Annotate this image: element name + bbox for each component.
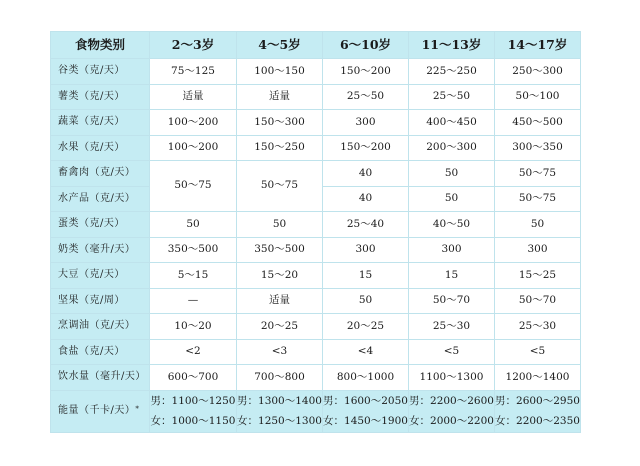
row-label: 坚果（克/周） [51, 288, 150, 314]
energy-male: 男：2600～2950 [495, 395, 580, 407]
cell: <5 [495, 339, 581, 365]
row-label: 谷类（克/天） [51, 59, 150, 85]
header-age-6-10: 6～10岁 [323, 32, 409, 59]
row-tuber [51, 84, 581, 110]
header-row [51, 32, 581, 59]
cell: 40～50 [409, 212, 495, 238]
cell: 50 [409, 186, 495, 212]
cell: 400～450 [409, 110, 495, 136]
row-egg [51, 212, 581, 238]
row-meat [51, 161, 581, 187]
cell: 800～1000 [323, 365, 409, 391]
cell: 50 [409, 161, 495, 187]
cell: 15～20 [237, 263, 323, 289]
cell: 20～25 [323, 314, 409, 340]
cell: 50 [495, 212, 581, 238]
cell: 100～200 [150, 110, 237, 136]
header-age-4-5: 4～5岁 [237, 32, 323, 59]
row-label: 奶类（毫升/天） [51, 237, 150, 263]
energy-female: 女：2200～2350 [495, 415, 580, 427]
cell: 15 [323, 263, 409, 289]
cell: 300 [409, 237, 495, 263]
cell: 适量 [237, 84, 323, 110]
cell: 350～500 [237, 237, 323, 263]
cell: 300 [323, 110, 409, 136]
cell: 1200～1400 [495, 365, 581, 391]
cell [150, 390, 237, 432]
cell: <3 [237, 339, 323, 365]
cell: 225～250 [409, 59, 495, 85]
cell: 50 [237, 212, 323, 238]
cell: — [150, 288, 237, 314]
cell: 50～75 [495, 186, 581, 212]
row-label: 水果（克/天） [51, 135, 150, 161]
energy-female: 女：1250～1300 [237, 415, 322, 427]
energy-female: 女：1450～1900 [323, 415, 408, 427]
cell: 150～200 [323, 135, 409, 161]
row-water [51, 365, 581, 391]
header-category: 食物类别 [51, 32, 150, 59]
cell: 1100～1300 [409, 365, 495, 391]
cell: 适量 [150, 84, 237, 110]
header-age-11-13: 11～13岁 [409, 32, 495, 59]
row-label: 蔬菜（克/天） [51, 110, 150, 136]
row-milk [51, 237, 581, 263]
cell: 350～500 [150, 237, 237, 263]
cell: 5～15 [150, 263, 237, 289]
header-age-14-17: 14～17岁 [495, 32, 581, 59]
row-salt [51, 339, 581, 365]
cell: 适量 [237, 288, 323, 314]
cell: 25～50 [409, 84, 495, 110]
cell: <5 [409, 339, 495, 365]
footnote-mark: * [135, 404, 140, 413]
cell: 600～700 [150, 365, 237, 391]
row-label: 食盐（克/天） [51, 339, 150, 365]
row-label: 畜禽肉（克/天） [51, 161, 150, 187]
cell: 50～75 [495, 161, 581, 187]
cell: 50～75 [237, 161, 323, 212]
cell: 25～30 [409, 314, 495, 340]
cell: 50～100 [495, 84, 581, 110]
row-label: 饮水量（毫升/天） [51, 365, 150, 391]
cell: 50～70 [495, 288, 581, 314]
cell: 450～500 [495, 110, 581, 136]
cell: 25～50 [323, 84, 409, 110]
energy-female: 女：1000～1150 [150, 415, 236, 427]
cell: 50～75 [150, 161, 237, 212]
cell: 15～25 [495, 263, 581, 289]
row-nuts [51, 288, 581, 314]
cell: 50 [323, 288, 409, 314]
energy-male: 男：2200～2600 [409, 395, 494, 407]
row-energy [51, 390, 581, 432]
row-vegetables [51, 110, 581, 136]
energy-male: 男：1600～2050 [323, 395, 408, 407]
cell: 300 [495, 237, 581, 263]
row-cooking-oil [51, 314, 581, 340]
cell: 25～30 [495, 314, 581, 340]
cell: <4 [323, 339, 409, 365]
row-label [51, 390, 150, 432]
row-label: 大豆（克/天） [51, 263, 150, 289]
cell: 150～250 [237, 135, 323, 161]
cell [323, 390, 409, 432]
energy-male: 男：1300～1400 [237, 395, 322, 407]
row-label: 蛋类（克/天） [51, 212, 150, 238]
cell: 150～300 [237, 110, 323, 136]
cell: 75～125 [150, 59, 237, 85]
cell: 20～25 [237, 314, 323, 340]
cell: 100～150 [237, 59, 323, 85]
row-label: 水产品（克/天） [51, 186, 150, 212]
row-label: 薯类（克/天） [51, 84, 150, 110]
cell: 100～200 [150, 135, 237, 161]
cell: 200～300 [409, 135, 495, 161]
cell: 40 [323, 161, 409, 187]
row-label: 烹调油（克/天） [51, 314, 150, 340]
cell: 700～800 [237, 365, 323, 391]
row-soybean [51, 263, 581, 289]
cell [237, 390, 323, 432]
cell [495, 390, 581, 432]
food-intake-table [50, 31, 581, 433]
row-grain [51, 59, 581, 85]
energy-label-text: 能量（千卡/天） [58, 404, 136, 416]
cell: 50～70 [409, 288, 495, 314]
row-fruit [51, 135, 581, 161]
cell: 300～350 [495, 135, 581, 161]
cell: 10～20 [150, 314, 237, 340]
cell: 15 [409, 263, 495, 289]
cell: <2 [150, 339, 237, 365]
energy-female: 女：2000～2200 [409, 415, 494, 427]
cell: 25～40 [323, 212, 409, 238]
energy-male: 男：1100～1250 [150, 395, 236, 407]
cell: 50 [150, 212, 237, 238]
cell: 300 [323, 237, 409, 263]
cell: 250～300 [495, 59, 581, 85]
cell: 40 [323, 186, 409, 212]
cell [409, 390, 495, 432]
header-age-2-3: 2～3岁 [150, 32, 237, 59]
cell: 150～200 [323, 59, 409, 85]
